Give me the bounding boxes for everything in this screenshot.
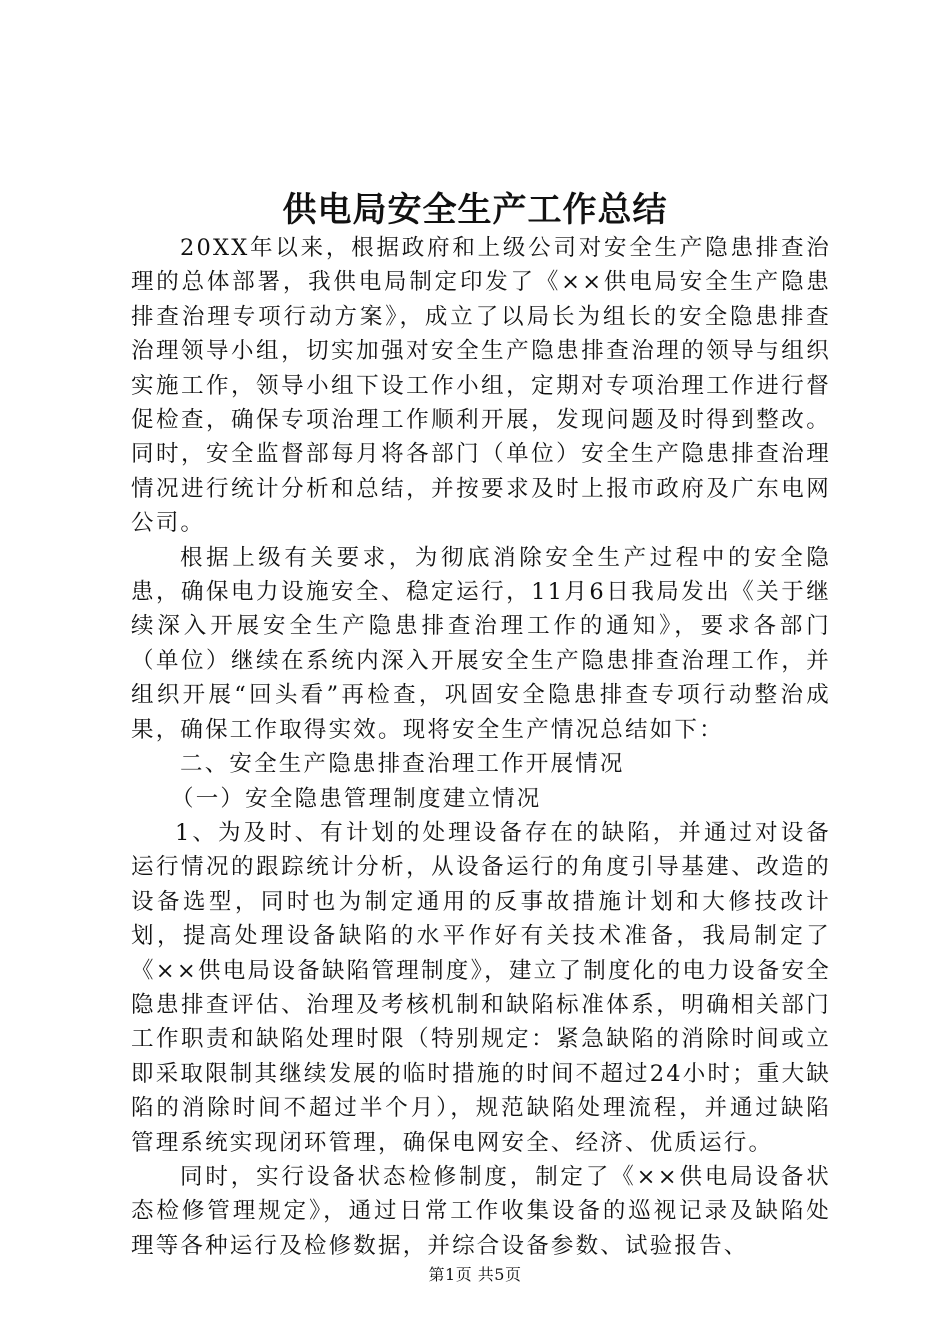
paragraph-requirements: 根据上级有关要求，为彻底消除安全生产过程中的安全隐患，确保电力设施安全、稳定运行，11月6日我局发出《关于继续深入开展安全生产隐患排查治理工作的通知》，要求各部门（单位）继续在系统内深入开展安全生产隐患排查治理工作，并组织开展“回头看”再检查，巩固安全隐患排查专项行动整治成果，确保工作取得实效。现将安全生产情况总结如下：	[131, 544, 831, 743]
paragraph-item-1: 1、为及时、有计划的处理设备存在的缺陷，并通过对设备运行情况的跟踪统计分析，从设备运行的角度引导基建、改造的设备选型，同时也为制定通用的反事故措施计划和大修技改计划，提高处理设备缺陷的水平作好有关技术准备，我局制定了《××供电局设备缺陷管理制度》，建立了制度化的电力设备安全隐患排查评估、治理及考核机制和缺陷标准体系，明确相关部门工作职责和缺陷处理时限（特别规定：紧急缺陷的消除时间或立即采取限制其继续发展的临时措施的时间不超过24小时；重大缺陷的消除时间不超过半个月），规范缺陷处理流程，并通过缺陷管理系统实现闭环管理，确保电网安全、经济、优质运行。	[131, 819, 831, 1156]
document-title: 供电局安全生产工作总结	[282, 190, 668, 230]
page-footer: 第1页 共5页	[428, 1265, 522, 1284]
section-heading: 二、安全生产隐患排查治理工作开展情况	[180, 751, 625, 778]
paragraph-intro: 20XX年以来，根据政府和上级公司对安全生产隐患排查治理的总体部署，我供电局制定印发了《××供电局安全生产隐患排查治理专项行动方案》，成立了以局长为组长的安全隐患排查治理领导小组，切实加强对安全生产隐患排查治理的领导与组织实施工作，领导小组下设工作小组，定期对专项治理工作进行督促检查，确保专项治理工作顺利开展，发现问题及时得到整改。同时，安全监督部每月将各部门（单位）安全生产隐患排查治理情况进行统计分析和总结，并按要求及时上报市政府及广东电网公司。	[131, 235, 831, 537]
paragraph-maintenance: 同时，实行设备状态检修制度，制定了《××供电局设备状态检修管理规定》，通过日常工作收集设备的巡视记录及缺陷处理等各种运行及检修数据，并综合设备参数、试验报告、	[131, 1163, 831, 1259]
document-body	[131, 231, 831, 1263]
subsection-heading: （一）安全隐患管理制度建立情况	[171, 785, 542, 812]
